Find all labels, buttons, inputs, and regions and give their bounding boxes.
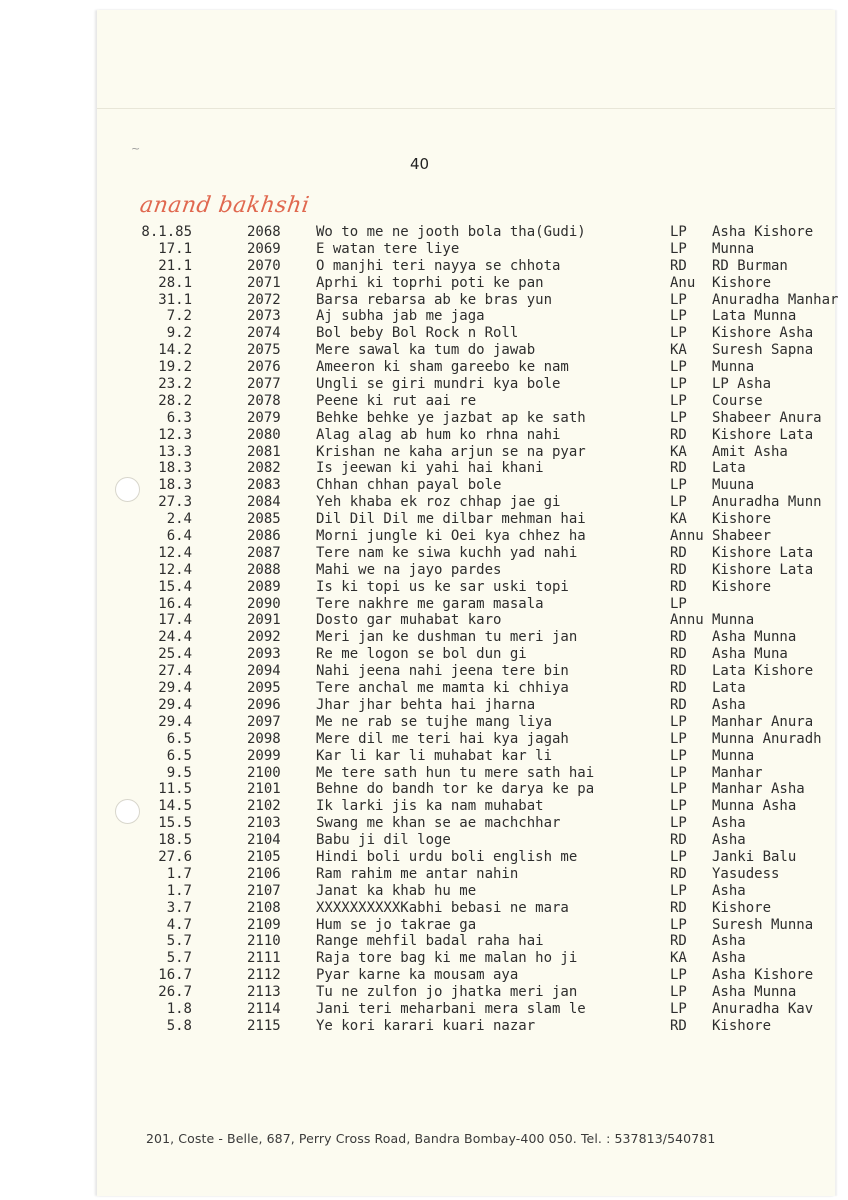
entry-composer: LP xyxy=(670,291,687,308)
entry-singers: Kishore Lata xyxy=(712,544,814,561)
list-item xyxy=(0,781,848,798)
list-item xyxy=(0,697,848,714)
entry-singers: Yasudess xyxy=(712,865,780,882)
entry-song-title: Jhar jhar behta hai jharna xyxy=(316,696,536,713)
entry-singers: Asha xyxy=(712,950,746,967)
entry-date: 5.8 xyxy=(166,1017,192,1034)
entry-song-title: Janat ka khab hu me xyxy=(316,882,477,899)
entry-singers: Kishore Lata xyxy=(712,561,814,578)
list-item xyxy=(0,511,848,528)
entry-composer: LP xyxy=(670,916,687,933)
song-list xyxy=(0,224,848,1035)
entry-number: 2097 xyxy=(247,713,281,730)
entry-composer: LP xyxy=(670,595,687,612)
entry-singers: Manhar xyxy=(712,764,763,781)
entry-song-title: Jani teri meharbani mera slam le xyxy=(316,1000,586,1017)
entry-song-title: Range mehfil badal raha hai xyxy=(316,933,544,950)
entry-date: 23.2 xyxy=(158,376,192,393)
entry-singers: Asha xyxy=(712,832,746,849)
list-item xyxy=(0,292,848,309)
corner-mark: ~ xyxy=(131,142,141,155)
entry-number: 2092 xyxy=(247,629,281,646)
entry-singers: Lata xyxy=(712,680,746,697)
entry-date: 15.5 xyxy=(158,815,192,832)
entry-number: 2072 xyxy=(247,291,281,308)
entry-song-title: Mahi we na jayo pardes xyxy=(316,561,502,578)
entry-date: 9.5 xyxy=(166,764,192,781)
list-item xyxy=(0,376,848,393)
list-item xyxy=(0,258,848,275)
entry-singers: Kishore xyxy=(712,1017,772,1034)
list-item xyxy=(0,528,848,545)
entry-number: 2109 xyxy=(247,916,281,933)
entry-date: 12.3 xyxy=(158,426,192,443)
entry-song-title: Me ne rab se tujhe mang liya xyxy=(316,713,553,730)
entry-song-title: Dosto gar muhabat karo xyxy=(316,612,502,629)
entry-number: 2073 xyxy=(247,308,281,325)
entry-singers: Munna xyxy=(712,612,755,629)
entry-song-title: Is ki topi us ke sar uski topi xyxy=(316,578,569,595)
list-item xyxy=(0,900,848,917)
entry-composer: LP xyxy=(670,984,687,1001)
entry-composer: RD xyxy=(670,646,687,663)
entry-composer: LP xyxy=(670,882,687,899)
list-item xyxy=(0,308,848,325)
entry-date: 8.1.85 xyxy=(141,224,192,240)
list-item xyxy=(0,1018,848,1035)
entry-composer: LP xyxy=(670,240,687,257)
entry-date: 6.3 xyxy=(166,409,192,426)
entry-song-title: Tere anchal me mamta ki chhiya xyxy=(316,680,569,697)
entry-composer: KA xyxy=(670,950,687,967)
entry-singers: Munna xyxy=(712,359,755,376)
entry-date: 14.5 xyxy=(158,798,192,815)
entry-date: 16.4 xyxy=(158,595,192,612)
list-item xyxy=(0,629,848,646)
list-item xyxy=(0,883,848,900)
entry-date: 18.3 xyxy=(158,477,192,494)
entry-singers: Anuradha Kav xyxy=(712,1000,814,1017)
entry-number: 2107 xyxy=(247,882,281,899)
entry-song-title: Krishan ne kaha arjun se na pyar xyxy=(316,443,586,460)
entry-song-title: Ameeron ki sham gareebo ke nam xyxy=(316,359,569,376)
entry-date: 6.4 xyxy=(166,528,192,545)
entry-composer: RD xyxy=(670,629,687,646)
entry-singers: Munna Asha xyxy=(712,798,797,815)
entry-song-title: O manjhi teri nayya se chhota xyxy=(316,257,561,274)
entry-song-title: Tu ne zulfon jo jhatka meri jan xyxy=(316,984,578,1001)
entry-composer: Annu xyxy=(670,612,704,629)
entry-date: 1.7 xyxy=(166,882,192,899)
entry-singers: Asha xyxy=(712,933,746,950)
entry-composer: LP xyxy=(670,325,687,342)
entry-date: 12.4 xyxy=(158,561,192,578)
entry-song-title: Dil Dil Dil me dilbar mehman hai xyxy=(316,511,586,528)
list-item xyxy=(0,815,848,832)
entry-date: 7.2 xyxy=(166,308,192,325)
entry-singers: Kishore xyxy=(712,899,772,916)
list-item xyxy=(0,950,848,967)
entry-number: 2094 xyxy=(247,663,281,680)
entry-song-title: Wo to me ne jooth bola tha(Gudi) xyxy=(316,224,586,240)
entry-date: 29.4 xyxy=(158,680,192,697)
entry-number: 2068 xyxy=(247,224,281,240)
entry-number: 2112 xyxy=(247,967,281,984)
entry-song-title: Aprhi ki toprhi poti ke pan xyxy=(316,274,544,291)
list-item xyxy=(0,646,848,663)
entry-date: 29.4 xyxy=(158,713,192,730)
list-item xyxy=(0,765,848,782)
entry-number: 2089 xyxy=(247,578,281,595)
entry-composer: LP xyxy=(670,848,687,865)
entry-composer: RD xyxy=(670,544,687,561)
entry-singers: Kishore xyxy=(712,578,772,595)
entry-number: 2069 xyxy=(247,240,281,257)
list-item xyxy=(0,984,848,1001)
entry-singers: Kishore xyxy=(712,274,772,291)
entry-singers: Munna Anuradh xyxy=(712,730,822,747)
list-item xyxy=(0,410,848,427)
entry-date: 25.4 xyxy=(158,646,192,663)
entry-date: 18.5 xyxy=(158,832,192,849)
entry-song-title: Me tere sath hun tu mere sath hai xyxy=(316,764,595,781)
list-item xyxy=(0,680,848,697)
entry-song-title: Raja tore bag ki me malan ho ji xyxy=(316,950,578,967)
entry-date: 16.7 xyxy=(158,967,192,984)
entry-song-title: Barsa rebarsa ab ke bras yun xyxy=(316,291,553,308)
page-number: 40 xyxy=(410,155,430,173)
entry-date: 6.5 xyxy=(166,747,192,764)
entry-composer: LP xyxy=(670,359,687,376)
list-item xyxy=(0,933,848,950)
entry-number: 2081 xyxy=(247,443,281,460)
entry-date: 12.4 xyxy=(158,544,192,561)
list-item xyxy=(0,342,848,359)
entry-song-title: Mere dil me teri hai kya jagah xyxy=(316,730,569,747)
entry-composer: RD xyxy=(670,257,687,274)
entry-number: 2108 xyxy=(247,899,281,916)
list-item xyxy=(0,866,848,883)
entry-date: 18.3 xyxy=(158,460,192,477)
entry-date: 14.2 xyxy=(158,342,192,359)
entry-singers: Manhar Anura xyxy=(712,713,814,730)
entry-number: 2078 xyxy=(247,392,281,409)
entry-number: 2084 xyxy=(247,494,281,511)
list-item xyxy=(0,663,848,680)
list-item xyxy=(0,731,848,748)
entry-date: 28.2 xyxy=(158,392,192,409)
list-item xyxy=(0,612,848,629)
entry-number: 2104 xyxy=(247,832,281,849)
list-item xyxy=(0,393,848,410)
entry-date: 15.4 xyxy=(158,578,192,595)
list-item xyxy=(0,798,848,815)
entry-composer: LP xyxy=(670,477,687,494)
entry-composer: LP xyxy=(670,713,687,730)
entry-song-title: Yeh khaba ek roz chhap jae gi xyxy=(316,494,561,511)
entry-number: 2098 xyxy=(247,730,281,747)
entry-composer: LP xyxy=(670,781,687,798)
entry-number: 2114 xyxy=(247,1000,281,1017)
entry-composer: RD xyxy=(670,663,687,680)
entry-song-title: Meri jan ke dushman tu meri jan xyxy=(316,629,578,646)
entry-song-title: Alag alag ab hum ko rhna nahi xyxy=(316,426,561,443)
entry-song-title: Morni jungle ki Oei kya chhez ha xyxy=(316,528,586,545)
entry-date: 11.5 xyxy=(158,781,192,798)
entry-composer: RD xyxy=(670,832,687,849)
entry-composer: LP xyxy=(670,798,687,815)
entry-singers: Shabeer Anura xyxy=(712,409,822,426)
entry-number: 2085 xyxy=(247,511,281,528)
entry-singers: Munna xyxy=(712,240,755,257)
list-item xyxy=(0,748,848,765)
entry-singers: Kishore Lata xyxy=(712,426,814,443)
entry-composer: RD xyxy=(670,426,687,443)
author-signature: anand bakhshi xyxy=(138,193,312,218)
entry-singers: Amit Asha xyxy=(712,443,788,460)
entry-song-title: Ye kori karari kuari nazar xyxy=(316,1017,536,1034)
entry-date: 19.2 xyxy=(158,359,192,376)
entry-date: 31.1 xyxy=(158,291,192,308)
entry-date: 26.7 xyxy=(158,984,192,1001)
entry-composer: LP xyxy=(670,967,687,984)
entry-singers: Shabeer xyxy=(712,528,772,545)
entry-song-title: Behne do bandh tor ke darya ke pa xyxy=(316,781,595,798)
entry-number: 2070 xyxy=(247,257,281,274)
entry-singers: Suresh Sapna xyxy=(712,342,814,359)
entry-date: 27.4 xyxy=(158,663,192,680)
entry-singers: Munna xyxy=(712,747,755,764)
list-item xyxy=(0,444,848,461)
entry-number: 2083 xyxy=(247,477,281,494)
entry-number: 2079 xyxy=(247,409,281,426)
entry-song-title: Hum se jo takrae ga xyxy=(316,916,477,933)
entry-date: 29.4 xyxy=(158,696,192,713)
list-item xyxy=(0,562,848,579)
entry-singers: Asha xyxy=(712,882,746,899)
entry-composer: KA xyxy=(670,342,687,359)
entry-number: 2093 xyxy=(247,646,281,663)
entry-singers: Anuradha Manhar xyxy=(712,291,839,308)
entry-date: 2.4 xyxy=(166,511,192,528)
entry-number: 2099 xyxy=(247,747,281,764)
entry-number: 2106 xyxy=(247,865,281,882)
entry-song-title: Nahi jeena nahi jeena tere bin xyxy=(316,663,569,680)
entry-date: 28.1 xyxy=(158,274,192,291)
entry-number: 2091 xyxy=(247,612,281,629)
entry-singers: Muuna xyxy=(712,477,755,494)
entry-singers: Asha xyxy=(712,815,746,832)
list-item xyxy=(0,579,848,596)
entry-song-title: Is jeewan ki yahi hai khani xyxy=(316,460,544,477)
entry-number: 2105 xyxy=(247,848,281,865)
entry-date: 17.4 xyxy=(158,612,192,629)
list-item xyxy=(0,545,848,562)
entry-composer: Annu xyxy=(670,528,704,545)
list-item xyxy=(0,714,848,731)
entry-number: 2088 xyxy=(247,561,281,578)
entry-number: 2100 xyxy=(247,764,281,781)
entry-song-title: XXXXXXXXXXKabhi bebasi ne mara xyxy=(316,899,569,916)
entry-date: 24.4 xyxy=(158,629,192,646)
entry-song-title: Tere nam ke siwa kuchh yad nahi xyxy=(316,544,578,561)
entry-song-title: Bol beby Bol Rock n Roll xyxy=(316,325,519,342)
entry-song-title: Ram rahim me antar nahin xyxy=(316,865,519,882)
entry-singers: Suresh Munna xyxy=(712,916,814,933)
entry-song-title: Hindi boli urdu boli english me xyxy=(316,848,578,865)
list-item xyxy=(0,1001,848,1018)
entry-song-title: Ik larki jis ka nam muhabat xyxy=(316,798,544,815)
entry-date: 21.1 xyxy=(158,257,192,274)
entry-number: 2095 xyxy=(247,680,281,697)
entry-date: 6.5 xyxy=(166,730,192,747)
entry-singers: Asha Munna xyxy=(712,984,797,1001)
entry-singers: Manhar Asha xyxy=(712,781,805,798)
entry-composer: RD xyxy=(670,578,687,595)
entry-song-title: Mere sawal ka tum do jawab xyxy=(316,342,536,359)
entry-number: 2076 xyxy=(247,359,281,376)
entry-singers: RD Burman xyxy=(712,257,788,274)
entry-date: 5.7 xyxy=(166,950,192,967)
page-fold-line xyxy=(97,108,835,109)
entry-song-title: Ungli se giri mundri kya bole xyxy=(316,376,561,393)
list-item xyxy=(0,596,848,613)
entry-composer: LP xyxy=(670,392,687,409)
entry-number: 2115 xyxy=(247,1017,281,1034)
list-item xyxy=(0,224,848,241)
entry-song-title: Pyar karne ka mousam aya xyxy=(316,967,519,984)
entry-song-title: Chhan chhan payal bole xyxy=(316,477,502,494)
list-item xyxy=(0,917,848,934)
entry-singers: Kishore Asha xyxy=(712,325,814,342)
entry-song-title: Behke behke ye jazbat ap ke sath xyxy=(316,409,586,426)
entry-number: 2077 xyxy=(247,376,281,393)
entry-song-title: E watan tere liye xyxy=(316,240,460,257)
entry-singers: Course xyxy=(712,392,763,409)
entry-singers: Asha xyxy=(712,696,746,713)
list-item xyxy=(0,460,848,477)
entry-composer: RD xyxy=(670,696,687,713)
entry-song-title: Aj subha jab me jaga xyxy=(316,308,485,325)
entry-composer: LP xyxy=(670,409,687,426)
list-item xyxy=(0,477,848,494)
entry-song-title: Peene ki rut aai re xyxy=(316,392,477,409)
footer-address: 201, Coste - Belle, 687, Perry Cross Road, Bandra Bombay-400 050. Tel. : 537813/540781 xyxy=(146,1131,716,1146)
entry-composer: RD xyxy=(670,933,687,950)
entry-number: 2071 xyxy=(247,274,281,291)
entry-date: 9.2 xyxy=(166,325,192,342)
entry-singers: Asha Munna xyxy=(712,629,797,646)
entry-number: 2101 xyxy=(247,781,281,798)
entry-number: 2090 xyxy=(247,595,281,612)
entry-number: 2080 xyxy=(247,426,281,443)
entry-number: 2102 xyxy=(247,798,281,815)
entry-composer: RD xyxy=(670,899,687,916)
entry-number: 2096 xyxy=(247,696,281,713)
entry-number: 2087 xyxy=(247,544,281,561)
entry-number: 2113 xyxy=(247,984,281,1001)
entry-singers: Asha Kishore xyxy=(712,224,814,240)
entry-date: 1.8 xyxy=(166,1000,192,1017)
entry-composer: LP xyxy=(670,1000,687,1017)
entry-number: 2074 xyxy=(247,325,281,342)
entry-date: 17.1 xyxy=(158,240,192,257)
entry-composer: KA xyxy=(670,443,687,460)
entry-composer: Anu xyxy=(670,274,696,291)
entry-singers: LP Asha xyxy=(712,376,772,393)
entry-composer: RD xyxy=(670,680,687,697)
entry-singers: Lata xyxy=(712,460,746,477)
entry-composer: LP xyxy=(670,815,687,832)
entry-composer: LP xyxy=(670,376,687,393)
entry-composer: LP xyxy=(670,308,687,325)
entry-singers: Anuradha Munn xyxy=(712,494,822,511)
list-item xyxy=(0,427,848,444)
entry-singers: Asha Kishore xyxy=(712,967,814,984)
entry-composer: LP xyxy=(670,494,687,511)
entry-number: 2075 xyxy=(247,342,281,359)
list-item xyxy=(0,275,848,292)
entry-number: 2082 xyxy=(247,460,281,477)
entry-number: 2086 xyxy=(247,528,281,545)
list-item xyxy=(0,241,848,258)
entry-date: 5.7 xyxy=(166,933,192,950)
list-item xyxy=(0,325,848,342)
entry-composer: RD xyxy=(670,1017,687,1034)
entry-singers: Kishore xyxy=(712,511,772,528)
entry-date: 27.6 xyxy=(158,848,192,865)
entry-number: 2110 xyxy=(247,933,281,950)
entry-number: 2111 xyxy=(247,950,281,967)
list-item xyxy=(0,494,848,511)
entry-date: 4.7 xyxy=(166,916,192,933)
list-item xyxy=(0,849,848,866)
entry-singers: Janki Balu xyxy=(712,848,797,865)
entry-composer: LP xyxy=(670,224,687,240)
entry-singers: Lata Kishore xyxy=(712,663,814,680)
entry-composer: KA xyxy=(670,511,687,528)
entry-composer: LP xyxy=(670,747,687,764)
entry-song-title: Re me logon se bol dun gi xyxy=(316,646,527,663)
list-item xyxy=(0,359,848,376)
entry-number: 2103 xyxy=(247,815,281,832)
entry-composer: RD xyxy=(670,460,687,477)
entry-song-title: Babu ji dil loge xyxy=(316,832,451,849)
entry-singers: Asha Muna xyxy=(712,646,788,663)
entry-song-title: Kar li kar li muhabat kar li xyxy=(316,747,553,764)
entry-composer: RD xyxy=(670,561,687,578)
entry-composer: LP xyxy=(670,764,687,781)
list-item xyxy=(0,832,848,849)
list-item xyxy=(0,967,848,984)
entry-singers: Lata Munna xyxy=(712,308,797,325)
entry-song-title: Swang me khan se ae machchhar xyxy=(316,815,561,832)
entry-song-title: Tere nakhre me garam masala xyxy=(316,595,544,612)
entry-date: 3.7 xyxy=(166,899,192,916)
entry-composer: LP xyxy=(670,730,687,747)
entry-composer: RD xyxy=(670,865,687,882)
entry-date: 13.3 xyxy=(158,443,192,460)
entry-date: 1.7 xyxy=(166,865,192,882)
entry-date: 27.3 xyxy=(158,494,192,511)
